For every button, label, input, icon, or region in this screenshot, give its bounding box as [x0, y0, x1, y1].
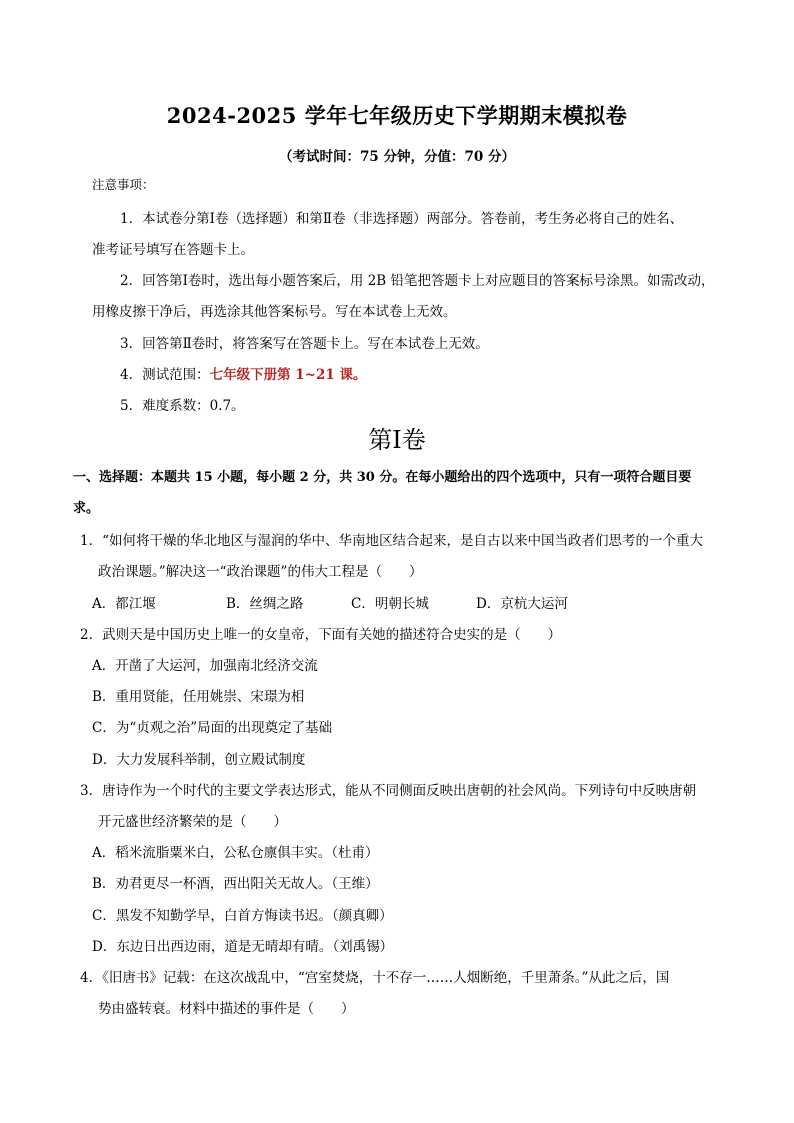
question-2-stem: 2．武则天是中国历史上唯一的女皇帝，下面有关她的描述符合史实的是（ ） — [80, 627, 562, 643]
question-3-stem: 3．唐诗作为一个时代的主要文学表达形式，能从不同侧面反映出唐朝的社会风尚。下列诗句中反映唐朝 — [80, 783, 697, 799]
notes-heading: 注意事项： — [92, 177, 155, 192]
note-4 — [120, 363, 367, 383]
section-title: 第Ⅰ卷 — [368, 426, 426, 454]
q2-option-a: A．开凿了大运河，加强南北经济交流 — [92, 658, 318, 674]
q1-option-a: A．都江堰 — [92, 596, 156, 612]
note-5: 5．难度系数：0.7。 — [120, 398, 245, 414]
note-2-cont: 用橡皮擦干净后，再选涂其他答案标号。写在本试卷上无效。 — [92, 304, 457, 320]
note-4-scope: 七年级下册第 1~21 课。 — [209, 367, 367, 383]
exam-info: （考试时间：75 分钟，分值：70 分） — [279, 149, 515, 165]
q1-option-b: B．丝绸之路 — [226, 596, 304, 612]
section-description: 一、选择题：本题共 15 小题，每小题 2 分，共 30 分。在每小题给出的四个选项中，只有一项符合题目要 — [73, 470, 692, 485]
question-3-stem-cont: 开元盛世经济繁荣的是（ ） — [98, 814, 287, 830]
q3-option-a: A．稻米流脂粟米白，公私仓廪俱丰实。（杜甫） — [92, 845, 379, 861]
q3-option-b: B．劝君更尽一杯酒，西出阳关无故人。（王维） — [92, 876, 379, 892]
page-title: 2024-2025 学年七年级历史下学期期末模拟卷 — [166, 103, 628, 128]
note-2: 2．回答第Ⅰ卷时，选出每小题答案后，用 2B 铅笔把答题卡上对应题目的答案标号涂黑。如需改动， — [120, 273, 715, 289]
note-4-label: 4．测试范围： — [120, 367, 210, 383]
q3-option-d: D．东边日出西边雨，道是无晴却有晴。（刘禹锡） — [92, 939, 394, 955]
q3-option-c: C．黑发不知勤学早，白首方悔读书迟。（颜真卿） — [92, 908, 393, 924]
q2-option-d: D．大力发展科举制，创立殿试制度 — [92, 752, 306, 768]
q1-option-d: D．京杭大运河 — [476, 596, 568, 612]
q1-option-c: C．明朝长城 — [351, 596, 429, 612]
note-1: 1．本试卷分第Ⅰ卷（选择题）和第Ⅱ卷（非选择题）两部分。答卷前，考生务必将自己的姓名、 — [120, 211, 684, 227]
question-1-stem: 1．“如何将干燥的华北地区与湿润的华中、华南地区结合起来，是自古以来中国当政者们思考的一个重大 — [80, 533, 703, 549]
note-1-cont: 准考证号填写在答题卡上。 — [92, 242, 254, 258]
question-4-stem: 4．《旧唐书》记载：在这次战乱中，“宫室焚烧，十不存一……人烟断绝，千里萧条。”从此之后，国 — [80, 970, 670, 986]
question-4-stem-cont: 势由盛转衰。材料中描述的事件是（ ） — [98, 1001, 355, 1017]
q2-option-b: B．重用贤能，任用姚崇、宋璟为相 — [92, 689, 305, 705]
question-1-options — [92, 592, 568, 612]
note-3: 3．回答第Ⅱ卷时，将答案写在答题卡上。写在本试卷上无效。 — [120, 336, 489, 352]
question-1-stem-cont: 政治课题。”解决这一“政治课题”的伟大工程是（ ） — [98, 564, 423, 580]
section-description-cont: 求。 — [73, 501, 100, 516]
q2-option-c: C．为“贞观之治”局面的出现奠定了基础 — [92, 720, 333, 736]
